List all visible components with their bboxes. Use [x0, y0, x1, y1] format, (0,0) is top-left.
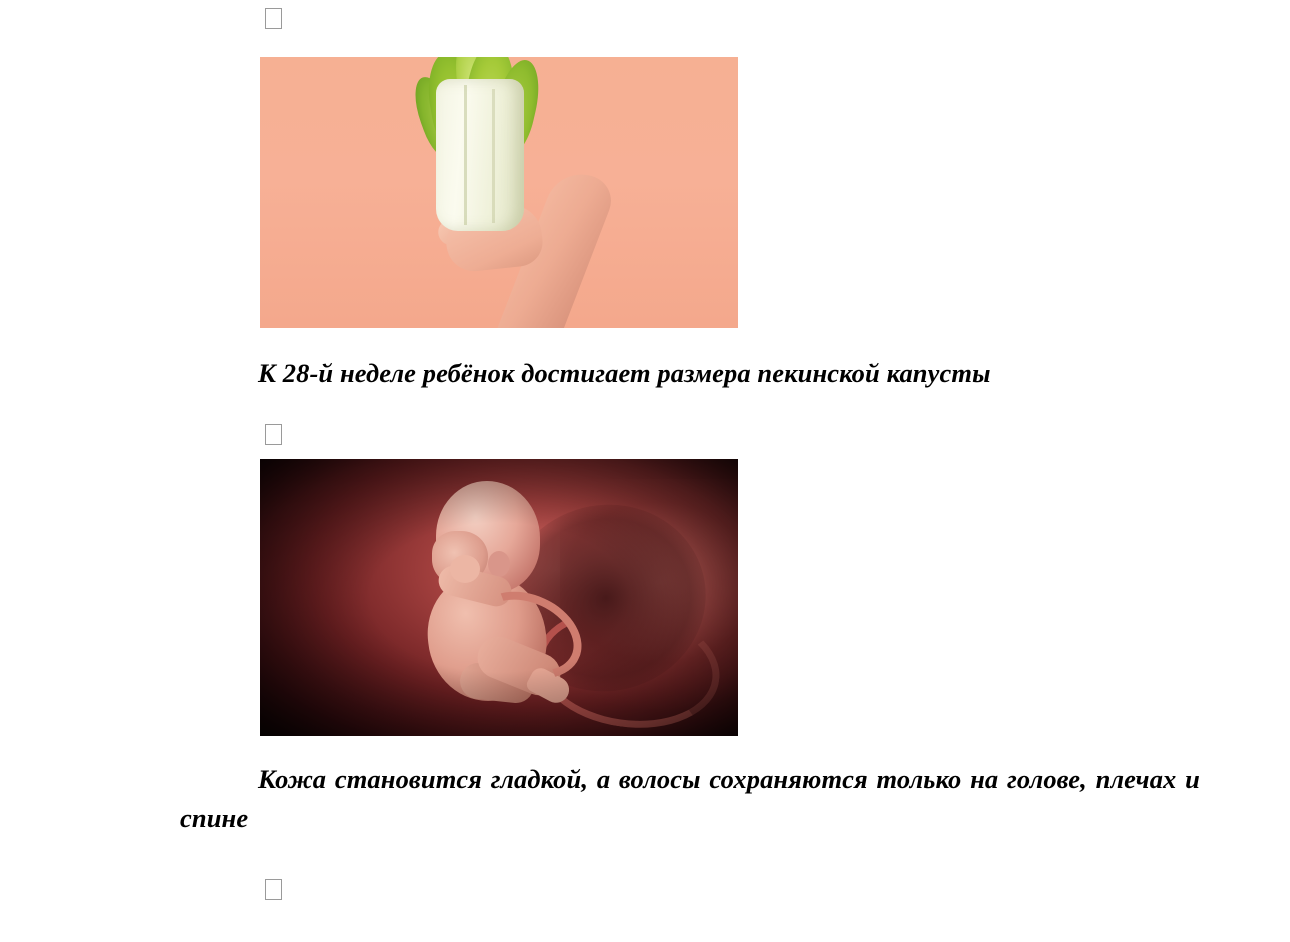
figure-cabbage[interactable]	[260, 57, 738, 328]
caption-fetus: Кожа становится гладкой, а волосы сохраняются только на голове, плечах и спине	[180, 764, 1200, 833]
content-block-fetus	[180, 392, 1200, 837]
caption-cabbage: К 28-й неделе ребёнок достигает размера пекинской капусты	[258, 358, 991, 388]
image-placeholder-box[interactable]	[265, 424, 282, 445]
image-placeholder-box[interactable]	[265, 8, 282, 29]
cabbage-stalk-shape	[436, 79, 524, 231]
fetus-in-womb-illustration[interactable]	[260, 459, 738, 736]
vignette-overlay	[260, 459, 738, 736]
content-block-next	[180, 837, 1200, 900]
napa-cabbage-in-hand-photo[interactable]	[260, 57, 738, 328]
figure-fetus[interactable]	[260, 459, 738, 736]
content-block-cabbage	[180, 0, 1200, 392]
image-placeholder-box[interactable]	[265, 879, 282, 900]
